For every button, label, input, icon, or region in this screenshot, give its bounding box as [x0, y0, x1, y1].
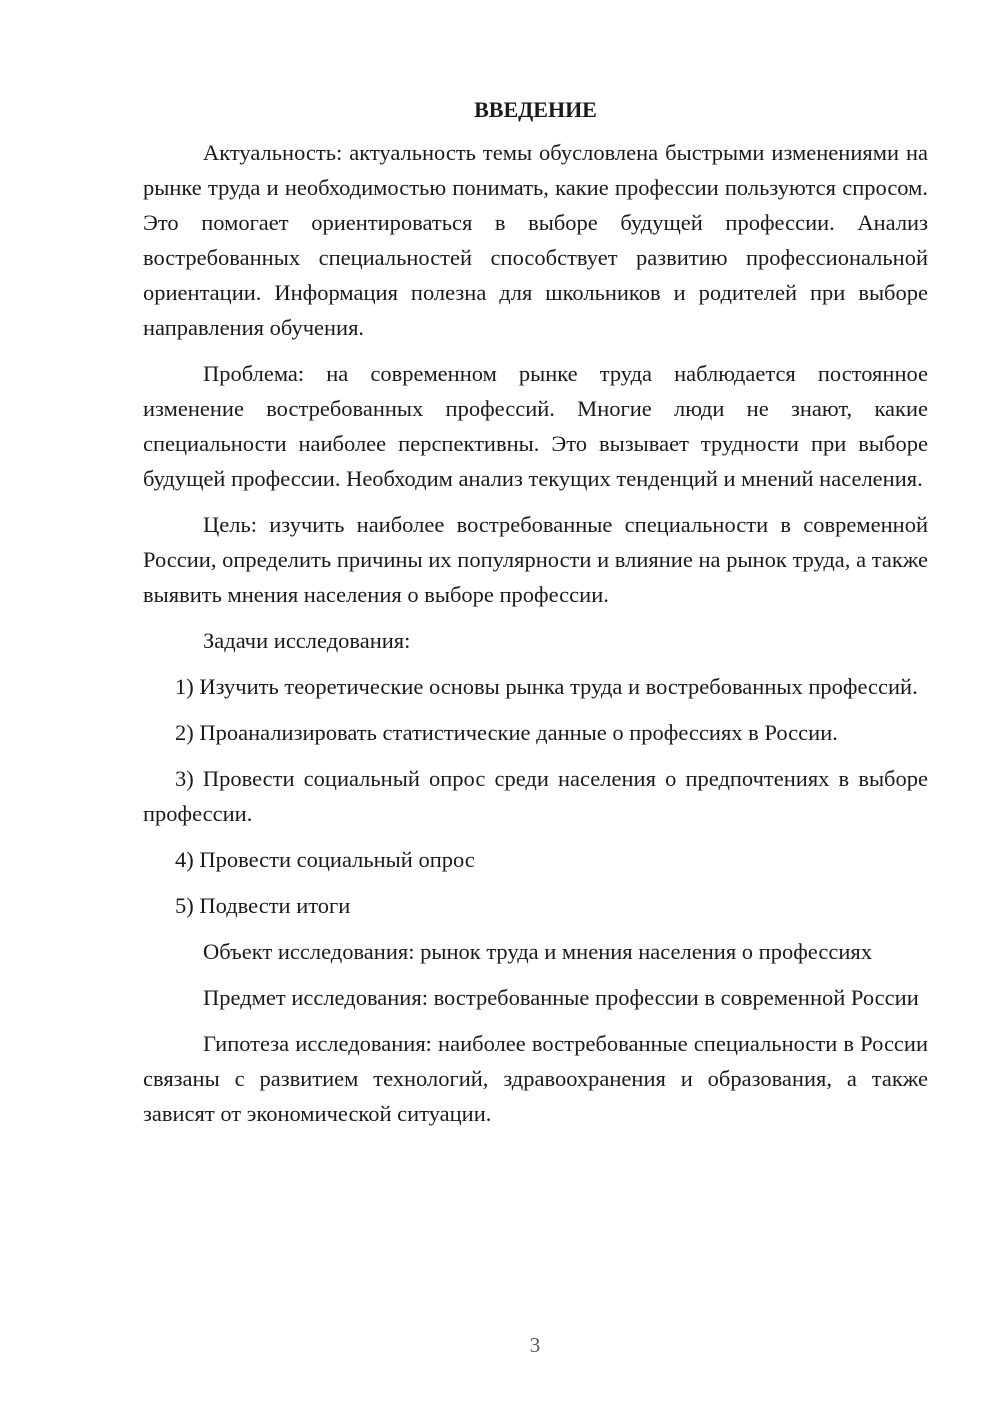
task-item-5: 5) Подвести итоги	[175, 893, 351, 918]
paragraph-goal: Цель: изучить наиболее востребованные специальности в современной России, определить причины их популярности и влияние на рынок труда, а также выявить мнения населения о выборе профессии.	[143, 512, 928, 607]
task-item-3: 3) Провести социальный опрос среди населения о предпочтениях в выборе профессии.	[143, 766, 928, 826]
document-page	[143, 92, 928, 1142]
paragraph-object: Объект исследования: рынок труда и мнения населения о профессиях	[203, 939, 872, 964]
task-item-2: 2) Проанализировать статистические данные о профессиях в России.	[175, 720, 838, 745]
task-item-4: 4) Провести социальный опрос	[175, 847, 475, 872]
paragraph-tasks-heading: Задачи исследования:	[203, 628, 411, 653]
page-title: ВВЕДЕНИЕ	[474, 97, 597, 122]
paragraph-problem: Проблема: на современном рынке труда наблюдается постоянное изменение востребованных профессий. Многие люди не знают, какие специальности наиболее перспективны. Это вызывает трудности при выборе будущей профессии. Необходим анализ текущих тенденций и мнений населения.	[143, 361, 928, 491]
task-item-1: 1) Изучить теоретические основы рынка труда и востребованных профессий.	[175, 674, 918, 699]
paragraph-relevance: Актуальность: актуальность темы обусловлена быстрыми изменениями на рынке труда и необходимостью понимать, какие профессии пользуются спросом. Это помогает ориентироваться в выборе будущей профессии. Анализ востребованных специальностей способствует развитию профессиональной ориентации. Информация полезна для школьников и родителей при выборе направления обучения.	[143, 140, 928, 340]
page-number: 3	[529, 1333, 541, 1357]
paragraph-hypothesis: Гипотеза исследования: наиболее востребованные специальности в России связаны с развитием технологий, здравоохранения и образования, а также зависят от экономической ситуации.	[143, 1031, 928, 1126]
paragraph-subject: Предмет исследования: востребованные профессии в современной России	[203, 985, 919, 1010]
